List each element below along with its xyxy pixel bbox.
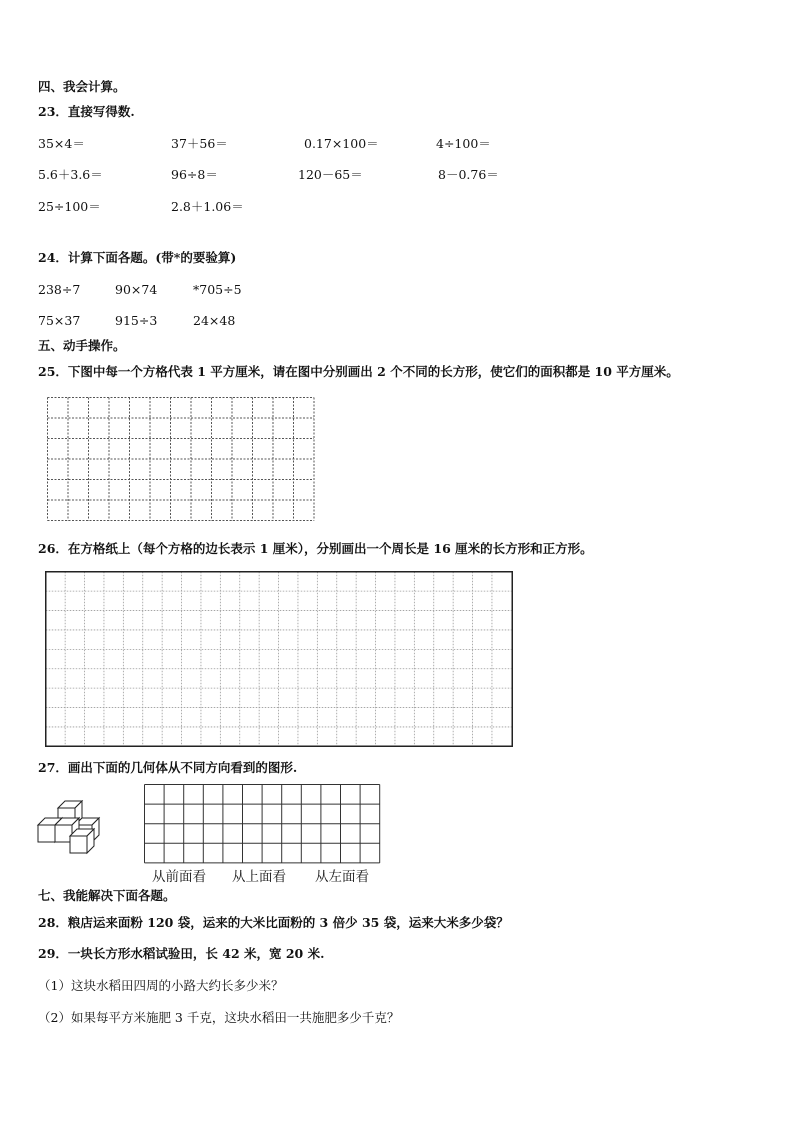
section-5-heading: 五、动手操作。 [38,338,126,353]
section-7-heading: 七、我能解决下面各题。 [38,888,176,903]
q26-title: 26．在方格纸上（每个方格的边长表示 1 厘米），分别画出一个周长是 16 厘米的长方形和正方形。 [38,541,593,556]
q25-grid[interactable] [47,397,315,523]
section-4-heading: 四、我会计算。 [38,79,126,94]
q23-item: 5.6＋3.6＝ [38,167,103,182]
cube-face [38,825,55,842]
q24-item: 24×48 [193,313,236,328]
q27-grid[interactable] [144,784,382,864]
q29-sub-2: （2）如果每平方米施肥 3 千克，这块水稻田一共施肥多少千克？ [38,1010,400,1025]
q23-item: 25÷100＝ [38,199,101,214]
q24-title: 24．计算下面各题。(带*的要验算) [38,250,237,265]
q29-sub-1: （1）这块水稻田四周的小路大约长多少米？ [38,978,284,993]
q23-item: 2.8＋1.06＝ [171,199,244,214]
view-label-left: 从左面看 [315,869,369,885]
q26-grid[interactable] [45,571,514,748]
q28-text: 28．粮店运来面粉 120 袋，运来的大米比面粉的 3 倍少 35 袋，运来大米多少袋？ [38,915,509,930]
q24-item: 75×37 [38,313,81,328]
q23-item: 35×4＝ [38,136,85,151]
q23-item: 120－65＝ [298,167,363,182]
q23-item: 0.17×100＝ [304,136,379,151]
q27-title: 27．画出下面的几何体从不同方向看到的图形. [38,760,298,775]
cube-figure [36,800,108,858]
q23-title: 23．直接写得数. [38,104,135,119]
view-label-front: 从前面看 [152,869,206,885]
cube-face [70,836,87,853]
q24-item: 90×74 [115,282,158,297]
q24-item: 238÷7 [38,282,81,297]
cube-face [55,825,72,842]
q23-item: 96÷8＝ [171,167,218,182]
q24-item: *705÷5 [193,282,242,297]
q25-title: 25．下图中每一个方格代表 1 平方厘米，请在图中分别画出 2 个不同的长方形，使它们的面积都是 10 平方厘米。 [38,364,679,379]
q23-item: 37＋56＝ [171,136,228,151]
view-label-top: 从上面看 [232,869,286,885]
q24-item: 915÷3 [115,313,158,328]
q23-item: 4÷100＝ [436,136,491,151]
q29-text: 29．一块长方形水稻试验田，长 42 米，宽 20 米. [38,946,325,961]
q23-item: 8－0.76＝ [438,167,499,182]
